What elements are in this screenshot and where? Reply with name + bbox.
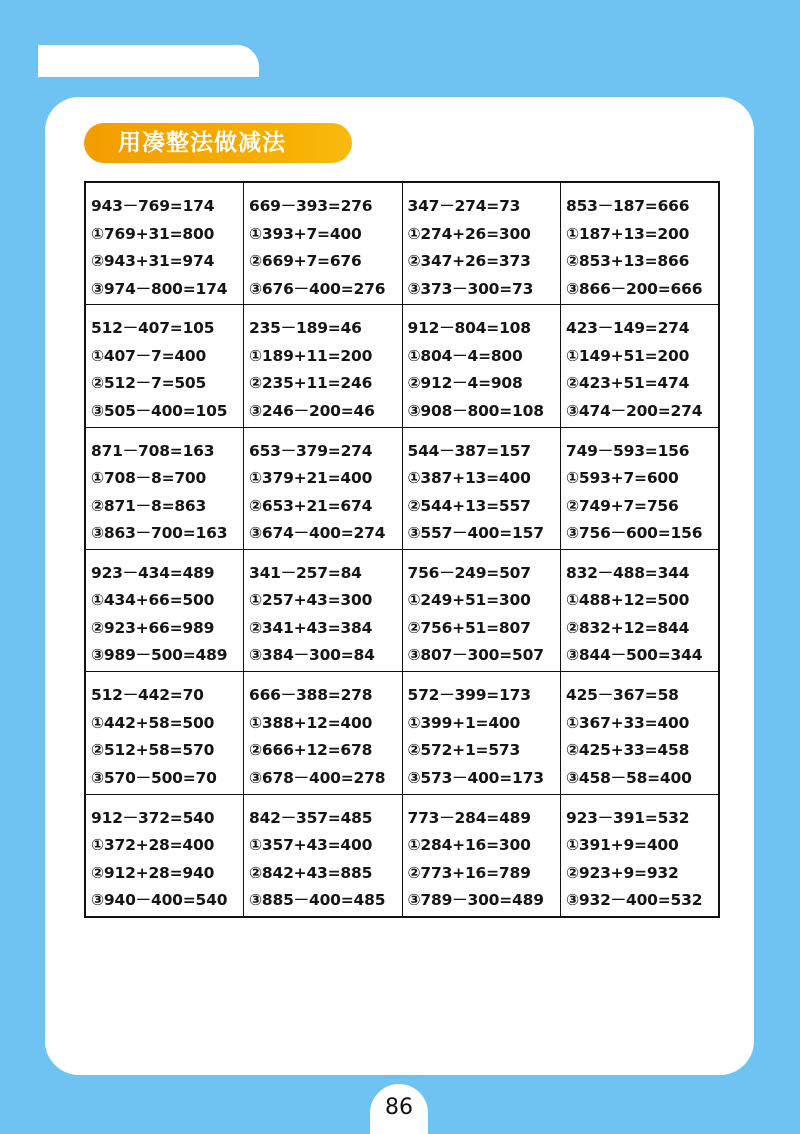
table-row	[85, 672, 719, 794]
step-2: ②512+58=570	[91, 741, 215, 760]
problem-equation: 756－249=507	[407, 563, 531, 582]
step-1: ①399+1=400	[407, 713, 521, 732]
step-3: ③674－400=274	[249, 524, 386, 543]
problem-equation: 666－388=278	[249, 686, 373, 705]
step-1: ①434+66=500	[91, 591, 215, 610]
step-2: ②923+9=932	[566, 863, 679, 882]
problem-equation: 512－407=105	[91, 319, 215, 338]
problem-equation: 832－488=344	[566, 563, 690, 582]
problem-equation: 653－379=274	[249, 441, 373, 460]
table-row	[85, 794, 719, 917]
problem-equation: 943－769=174	[91, 197, 215, 215]
table-row	[85, 305, 719, 427]
step-1: ①488+12=500	[566, 591, 690, 610]
problem-equation: 871－708=163	[91, 441, 215, 460]
step-1: ①407－7=400	[91, 346, 207, 365]
problem-equation: 341－257=84	[249, 563, 362, 582]
problem-cell	[244, 672, 403, 794]
problem-cell	[244, 549, 403, 671]
step-2: ②923+66=989	[91, 618, 215, 637]
problem-equation: 347－274=73	[407, 197, 521, 215]
step-3: ③807－300=507	[407, 646, 544, 665]
step-3: ③866－200=666	[566, 279, 703, 298]
step-3: ③678－400=278	[249, 768, 386, 787]
step-1: ①442+58=500	[91, 713, 215, 732]
step-2: ②912+28=940	[91, 863, 215, 882]
step-3: ③505－400=105	[91, 401, 228, 420]
problem-cell	[244, 427, 403, 549]
problem-cell	[402, 672, 561, 794]
problem-equation: 749－593=156	[566, 441, 690, 460]
step-3: ③573－400=173	[407, 768, 544, 787]
step-1: ①391+9=400	[566, 836, 679, 855]
problem-cell	[85, 427, 244, 549]
problem-cell	[402, 427, 561, 549]
problem-cell	[402, 182, 561, 305]
step-3: ③932－400=532	[566, 891, 703, 910]
step-1: ①372+28=400	[91, 836, 215, 855]
step-2: ②666+12=678	[249, 741, 373, 760]
table-row	[85, 549, 719, 671]
step-1: ①149+51=200	[566, 346, 690, 365]
table-row	[85, 427, 719, 549]
step-3: ③557－400=157	[407, 524, 544, 543]
step-3: ③908－800=108	[407, 401, 544, 420]
step-3: ③246－200=46	[249, 401, 375, 420]
step-1: ①367+33=400	[566, 713, 690, 732]
step-2: ②832+12=844	[566, 618, 690, 637]
step-1: ①708－8=700	[91, 469, 207, 488]
problem-equation: 235－189=46	[249, 319, 362, 338]
step-2: ②943+31=974	[91, 252, 215, 270]
step-1: ①393+7=400	[249, 224, 362, 243]
step-1: ①379+21=400	[249, 469, 373, 488]
problem-cell	[85, 182, 244, 305]
step-3: ③570－500=70	[91, 768, 217, 787]
problem-cell	[561, 182, 720, 305]
step-1: ①388+12=400	[249, 713, 373, 732]
header-tab	[38, 45, 259, 77]
step-2: ②842+43=885	[249, 863, 373, 882]
problem-equation: 669－393=276	[249, 197, 373, 215]
step-3: ③474－200=274	[566, 401, 703, 420]
problem-cell	[402, 794, 561, 917]
step-3: ③940－400=540	[91, 891, 228, 910]
problem-equation: 912－804=108	[407, 319, 531, 338]
step-3: ③384－300=84	[249, 646, 375, 665]
step-2: ②544+13=557	[407, 496, 531, 515]
problem-equation: 912－372=540	[91, 808, 215, 827]
step-2: ②235+11=246	[249, 374, 373, 393]
step-3: ③844－500=344	[566, 646, 703, 665]
problem-equation: 923－434=489	[91, 563, 215, 582]
problem-cell	[85, 672, 244, 794]
step-2: ②669+7=676	[249, 252, 362, 270]
problem-equation: 842－357=485	[249, 808, 373, 827]
step-2: ②871－8=863	[91, 496, 207, 515]
problem-cell	[85, 794, 244, 917]
problem-cell	[561, 427, 720, 549]
problem-cell	[85, 549, 244, 671]
step-2: ②341+43=384	[249, 618, 373, 637]
problem-cell	[244, 182, 403, 305]
problem-equation: 773－284=489	[407, 808, 531, 827]
step-2: ②749+7=756	[566, 496, 679, 515]
step-2: ②347+26=373	[407, 252, 531, 270]
step-2: ②572+1=573	[407, 741, 521, 760]
step-3: ③756－600=156	[566, 524, 703, 543]
step-1: ①187+13=200	[566, 224, 690, 243]
step-3: ③974－800=174	[91, 279, 228, 298]
step-1: ①189+11=200	[249, 346, 373, 365]
step-3: ③676－400=276	[249, 279, 386, 298]
problem-cell	[402, 305, 561, 427]
problem-equation: 425－367=58	[566, 686, 679, 705]
step-1: ①249+51=300	[407, 591, 531, 610]
step-1: ①769+31=800	[91, 224, 215, 243]
problem-cell	[561, 305, 720, 427]
step-2: ②853+13=866	[566, 252, 690, 270]
step-2: ②653+21=674	[249, 496, 373, 515]
problem-equation: 423－149=274	[566, 319, 690, 338]
problem-cell	[561, 794, 720, 917]
step-2: ②756+51=807	[407, 618, 531, 637]
step-3: ③789－300=489	[407, 891, 544, 910]
section-title: 用凑整法做减法	[84, 123, 352, 163]
step-3: ③373－300=73	[407, 279, 534, 298]
step-3: ③885－400=485	[249, 891, 386, 910]
problem-equation: 544－387=157	[407, 441, 531, 460]
problem-grid	[84, 181, 720, 918]
step-1: ①804－4=800	[407, 346, 523, 365]
step-2: ②773+16=789	[407, 863, 531, 882]
step-2: ②425+33=458	[566, 741, 690, 760]
step-3: ③863－700=163	[91, 524, 228, 543]
problem-cell	[561, 549, 720, 671]
problem-equation: 923－391=532	[566, 808, 690, 827]
problem-cell	[244, 305, 403, 427]
table-row	[85, 182, 719, 305]
problem-cell	[561, 672, 720, 794]
step-2: ②423+51=474	[566, 374, 690, 393]
step-2: ②912－4=908	[407, 374, 523, 393]
problem-equation: 572－399=173	[407, 686, 531, 705]
step-3: ③458－58=400	[566, 768, 692, 787]
step-1: ①284+16=300	[407, 836, 531, 855]
step-1: ①257+43=300	[249, 591, 373, 610]
problem-equation: 512－442=70	[91, 686, 204, 705]
step-2: ②512－7=505	[91, 374, 207, 393]
problem-equation: 853－187=666	[566, 197, 690, 215]
step-1: ①387+13=400	[407, 469, 531, 488]
step-1: ①593+7=600	[566, 469, 679, 488]
step-1: ①274+26=300	[407, 224, 531, 243]
problem-cell	[244, 794, 403, 917]
step-3: ③989－500=489	[91, 646, 228, 665]
problem-cell	[85, 305, 244, 427]
problem-cell	[402, 549, 561, 671]
step-1: ①357+43=400	[249, 836, 373, 855]
page-number: 86	[370, 1084, 428, 1134]
